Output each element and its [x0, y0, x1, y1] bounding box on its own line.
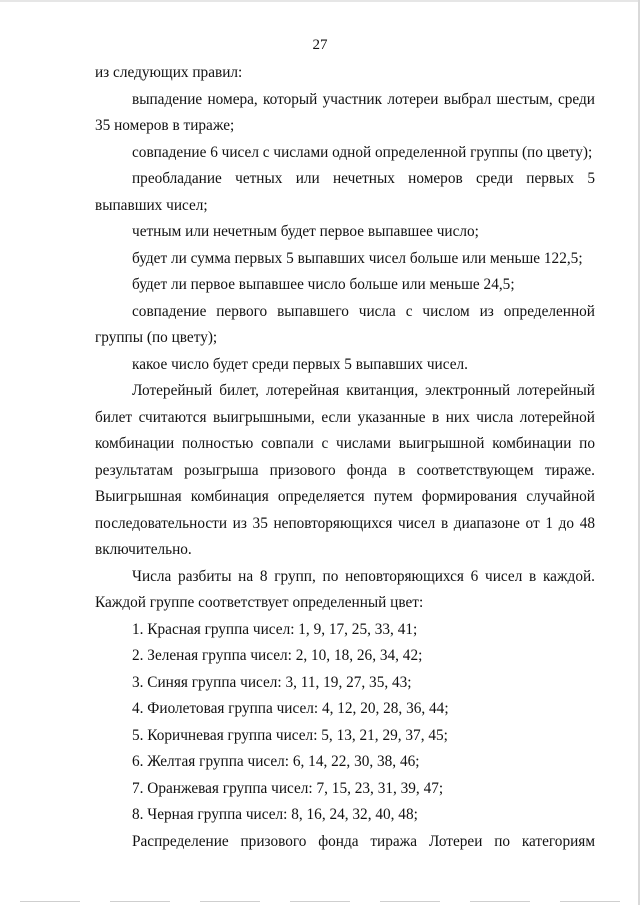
rule-first-number-group: совпадение первого выпавшего числа с числом из определенной группы (по цвету); [95, 302, 595, 346]
paragraph-intro: из следующих правил: [95, 64, 243, 81]
rule-sixth-number: выпадение номера, который участник лотереи выбрал шестым, среди 35 номеров в тираже; [95, 90, 595, 134]
document-body [95, 60, 595, 855]
rule-first-number-threshold: будет ли первое выпавшее число больше или меньше 24,5; [132, 276, 515, 293]
page-number: 27 [312, 37, 328, 53]
group-item-green: 2. Зеленая группа чисел: 2, 10, 18, 26, 34, 42; [132, 647, 423, 664]
group-item-brown: 5. Коричневая группа чисел: 5, 13, 21, 29, 37, 45; [132, 726, 448, 744]
group-item-blue: 3. Синяя группа чисел: 3, 11, 19, 27, 35, 43; [132, 673, 412, 691]
paragraph-prize-distribution: Распределение призового фонда тиража Лотереи по категориям [132, 832, 595, 850]
group-item-black: 8. Черная группа чисел: 8, 16, 24, 32, 40, 48; [132, 806, 418, 823]
scan-bottom-edge [20, 901, 620, 902]
group-item-purple: 4. Фиолетовая группа чисел: 4, 12, 20, 28, 36, 44; [132, 700, 449, 717]
rule-color-group-match: совпадение 6 чисел с числами одной определенной группы (по цвету); [132, 143, 593, 161]
rule-first-even-odd: четным или нечетным будет первое выпавшее число; [132, 223, 479, 240]
rule-even-odd-majority: преобладание четных или нечетных номеров среди первых 5 выпавших чисел; [95, 170, 595, 214]
rule-sum-first-five: будет ли сумма первых 5 выпавших чисел больше или меньше 122,5; [132, 249, 583, 267]
paragraph-winning-ticket: Лотерейный билет, лотерейная квитанция, электронный лотерейный билет считаются выигрышными, если указанные в них числа лотерейной комбинации полностью совпали с числами выигрышной комбинации по результатам розыгрыша призового фонда в соответствующем тираже. Выигрышная комбинация определяется путем формирования случайной последовательности из 35 неповторяющихся чисел в диапазоне от 1 до 48 включительно. [95, 382, 595, 558]
paragraph-groups-intro: Числа разбиты на 8 групп, по неповторяющихся 6 чисел в каждой. Каждой группе соответствует определенный цвет: [95, 567, 595, 611]
group-item-red: 1. Красная группа чисел: 1, 9, 17, 25, 33, 41; [132, 620, 418, 638]
group-item-orange: 7. Оранжевая группа чисел: 7, 15, 23, 31, 39, 47; [132, 779, 444, 797]
scan-top-edge [0, 0, 640, 2]
group-item-yellow: 6. Желтая группа чисел: 6, 14, 22, 30, 38, 46; [132, 753, 420, 770]
color-group-list [95, 617, 595, 829]
rule-number-in-first-five: какое число будет среди первых 5 выпавших чисел. [132, 355, 468, 373]
